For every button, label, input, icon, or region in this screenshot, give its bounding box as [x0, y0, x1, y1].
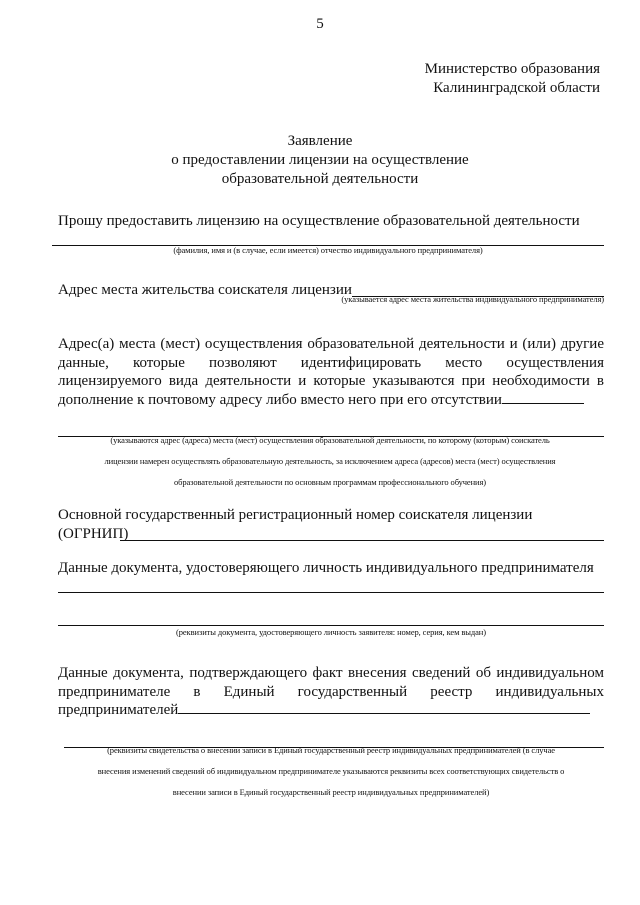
title-line: образовательной деятельности	[221, 171, 419, 187]
residence-hint: (указывается адрес места жительства индивидуального предпринимателя)	[341, 294, 604, 304]
page-number: 5	[316, 16, 324, 32]
registry-document-hint	[40, 740, 622, 803]
paragraph-last-line	[58, 391, 604, 410]
paragraph-line: предпринимателей	[58, 702, 179, 718]
activity-address-inline-field[interactable]	[502, 403, 584, 404]
paragraph-line: Данные документа, подтверждающего факт внесения сведений об индивидуальном	[58, 665, 604, 681]
recipient-line: Калининградской области	[433, 80, 600, 96]
request-text: Прошу предоставить лицензию на осуществление образовательной деятельности	[58, 213, 580, 229]
paragraph-line: предпринимателе в Единый государственный реестр индивидуальных	[58, 683, 604, 700]
recipient-line: Министерство образования	[424, 61, 600, 77]
identity-document-label: Данные документа, удостоверяющего личность индивидуального предпринимателя	[58, 560, 594, 576]
activity-address-paragraph	[58, 335, 604, 409]
registry-document-paragraph	[58, 664, 604, 720]
title-line: Заявление	[287, 133, 353, 149]
hint-line: (указываются адрес (адреса) места (мест) осуществления образовательной деятельности, по которому (которым) соискатель	[110, 435, 550, 445]
paragraph-last-line	[58, 701, 604, 720]
registry-document-inline-field[interactable]	[178, 713, 590, 714]
activity-address-hint	[40, 430, 620, 493]
paragraph-line: дополнение к почтовому адресу либо вместо него при его отсутствии	[58, 391, 502, 408]
hint-line: (реквизиты свидетельства о внесении записи в Единый государственный реестр индивидуальных предпринимателей (в случае	[107, 745, 555, 755]
hint-line: внесения изменений сведений об индивидуальном предпринимателе указываются реквизиты всех соответствующих свидетельств о	[97, 766, 565, 776]
ogrnip-field[interactable]	[120, 540, 604, 541]
paragraph-line: лицензируемого вида деятельности и которые указываются при необходимости в	[58, 373, 604, 389]
hint-line: образовательной деятельности по основным программам профессионального обучения)	[173, 477, 487, 487]
ogrnip-label: Основной государственный регистрационный номер соискателя лицензии	[58, 507, 533, 523]
identity-document-hint: (реквизиты документа, удостоверяющего личность заявителя: номер, серия, кем выдан)	[176, 627, 486, 637]
title-line: о предоставлении лицензии на осуществление	[171, 152, 469, 168]
document-title	[0, 132, 640, 189]
paragraph-line: данные, которые позволяют идентифицировать место осуществления	[58, 354, 604, 371]
recipient-block	[425, 60, 600, 98]
identity-document-field-1[interactable]	[58, 592, 604, 593]
hint-line: внесении записи в Единый государственный реестр индивидуальных предпринимателей)	[172, 787, 490, 797]
paragraph-line: Адрес(а) места (мест) осуществления образовательной деятельности и (или) другие	[58, 336, 604, 352]
fullname-hint: (фамилия, имя и (в случае, если имеется) отчество индивидуального предпринимателя)	[173, 245, 483, 255]
residence-label: Адрес места жительства соискателя лицензии	[58, 282, 352, 298]
hint-line: лицензии намерен осуществлять образовательную деятельность, за исключением адреса (адресов) места (мест) осуществления	[104, 456, 556, 466]
ogrnip-abbrev: (ОГРНИП)	[58, 526, 129, 542]
